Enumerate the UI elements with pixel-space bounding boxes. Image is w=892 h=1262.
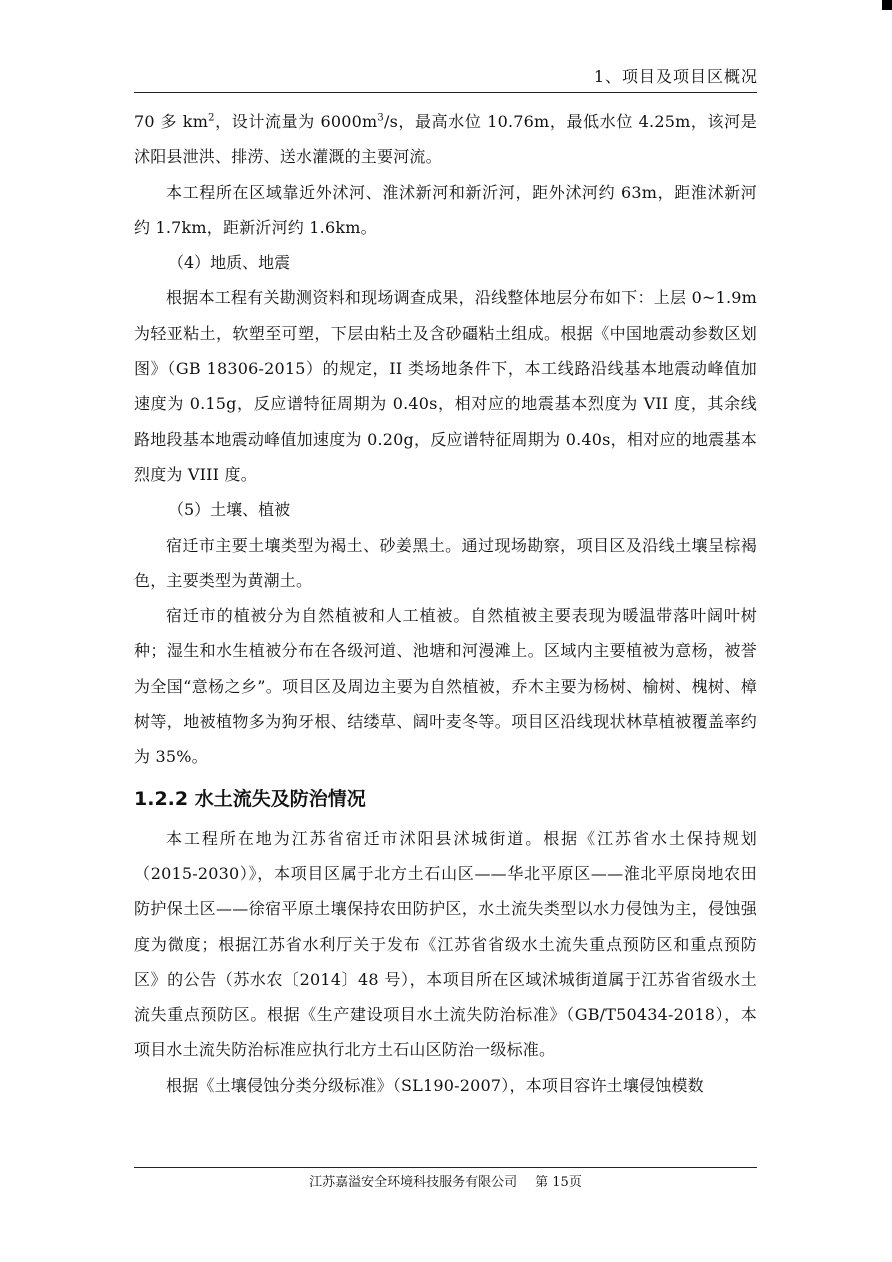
section-heading-soil-erosion: 1.2.2 水土流失及防治情况 (134, 787, 366, 810)
subheading-soil-vegetation: （5）土壤、植被 (168, 500, 291, 520)
footer-page-number: 第 15页 (535, 1175, 582, 1190)
paragraph-river-distances: 本工程所在区域靠近外沭河、淮沭新河和新沂河，距外沭河约 63m，距淮沭新河约 1.7km，距新沂河约 1.6km。 (134, 182, 757, 237)
river-level-text: /s，最高水位 10.76m，最低水位 4.25m，该河是沭阳县泄洪、排涝、送水灌溉的主要河流。 (134, 112, 757, 167)
paragraph-erosion-status: 本工程所在地为江苏省宿迁市沭阳县沭城街道。根据《江苏省水土保持规划（2015-2030）》，本项目区属于北方土石山区——华北平原区——淮北平原岗地农田防护保土区——徐宿平原土壤保持农田防护区，水土流失类型以水力侵蚀为主，侵蚀强度为微度；根据江苏省水利厅关于发布《江苏省省级水土流失重点预防区和重点预防区》的公告（苏水农〔2014〕48 号），本项目所在区域沭城街道属于江苏省省级水土流失重点预防区。根据《生产建设项目水土流失防治标准》（GB/T50434-2018），本项目水土流失防治标准应执行北方土石山区防治一级标准。 (134, 828, 757, 1060)
volume-superscript: 3 (377, 112, 384, 124)
area-superscript: 2 (208, 112, 215, 124)
footer-company: 江苏嘉溢安全环境科技服务有限公司 (309, 1175, 518, 1190)
paragraph-soil: 宿迁市主要土壤类型为褐土、砂姜黑土。通过现场勘察，项目区及沿线土壤呈棕褐色，主要类型为黄潮土。 (134, 535, 757, 590)
subheading-geology: （4）地质、地震 (168, 253, 291, 273)
river-flow-text: ，设计流量为 6000m (214, 112, 378, 131)
scan-corner-mark (882, 0, 892, 10)
page-content (134, 104, 757, 1103)
chapter-header: 1、项目及项目区概况 (593, 67, 758, 86)
paragraph-geology: 根据本工程有关勘测资料和现场调查成果，沿线整体地层分布如下：上层 0~1.9m 为轻亚粘土，软塑至可塑，下层由粘土及含砂礓粘土组成。根据《中国地震动参数区划图》（GB 18306-2015）的规定，II 类场地条件下，本工线路沿线基本地震动峰值加速度为 0.15g，反应谱特征周期为 0.40s，相对应的地震基本烈度为 VII 度，其余线路地段基本地震动峰值加速度为 0.20g，反应谱特征周期为 0.40s，相对应的地震基本烈度为 VIII 度。 (134, 288, 757, 484)
river-area-text: 70 多 km (134, 112, 209, 131)
footer-rule (134, 1167, 757, 1168)
paragraph-vegetation: 宿迁市的植被分为自然植被和人工植被。自然植被主要表现为暖温带落叶阔叶树种；湿生和水生植被分布在各级河道、池塘和河漫滩上。区域内主要植被为意杨，被誉为全国“意杨之乡”。项目区及周边主要为自然植被，乔木主要为杨树、榆树、槐树、樟树等，地被植物多为狗牙根、结缕草、阔叶麦冬等。项目区沿线现状林草植被覆盖率约为 35%。 (134, 606, 757, 767)
header-rule (134, 92, 757, 93)
paragraph-river-flow (134, 104, 757, 175)
page-footer (134, 1171, 757, 1190)
paragraph-erosion-modulus: 根据《土壤侵蚀分类分级标准》（SL190-2007），本项目容许土壤侵蚀模数 (166, 1075, 704, 1095)
